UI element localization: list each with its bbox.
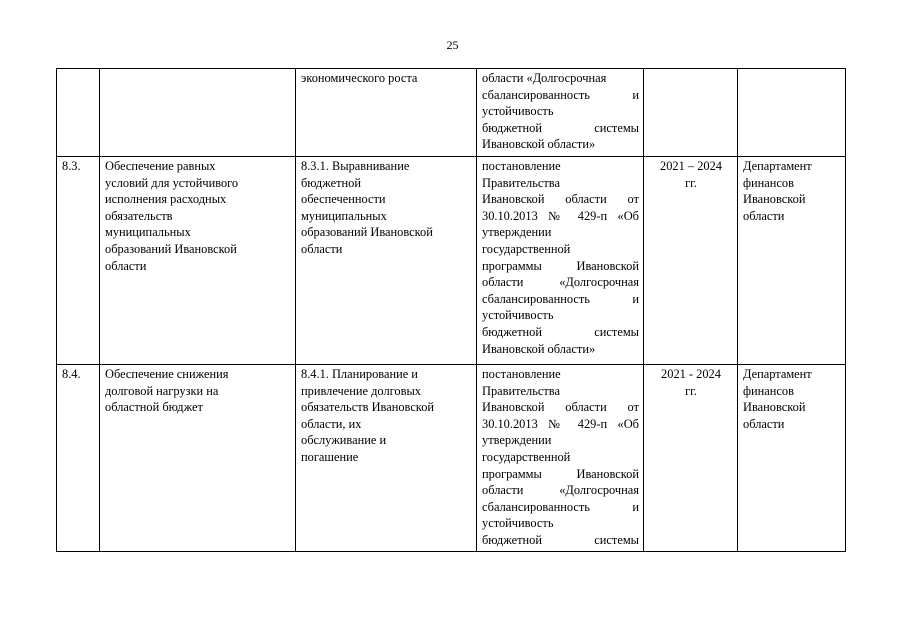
cell-line: Обеспечение снижения xyxy=(105,367,229,381)
cell-period xyxy=(644,69,738,157)
cell-line: Ивановской области от xyxy=(482,400,639,415)
cell-measure xyxy=(296,365,477,552)
cell-line: Ивановской xyxy=(743,192,806,207)
page-number: 25 xyxy=(446,38,459,52)
cell-line: 30.10.2013 № 429-п «Об xyxy=(482,208,639,223)
cell-line: долговой нагрузки на xyxy=(105,383,219,398)
cell-line: области «Долгосрочная xyxy=(482,71,607,85)
cell-line: обязательств xyxy=(105,208,173,223)
cell-line: области xyxy=(743,416,785,431)
cell-line: утверждении xyxy=(482,433,552,448)
cell-task xyxy=(100,157,296,365)
cell-measure xyxy=(296,69,477,157)
cell-line: гг. xyxy=(685,383,697,398)
cell-line: программы Ивановской xyxy=(482,466,639,481)
cell-line: области xyxy=(301,241,343,256)
cell-line: условий для устойчивого xyxy=(105,175,239,190)
cell-line: погашение xyxy=(301,449,359,464)
cell-line: постановление xyxy=(482,159,561,173)
table-row xyxy=(57,157,846,365)
cell-line: муниципальных xyxy=(301,208,387,223)
cell-line: Ивановской области» xyxy=(482,137,596,152)
cell-line: Правительства xyxy=(482,383,560,398)
cell-line: сбалансированность и xyxy=(482,87,639,102)
cell-line: программы Ивановской xyxy=(482,258,639,273)
cell-line: образований Ивановской xyxy=(301,225,433,240)
cell-line: Департамент xyxy=(743,367,812,381)
cell-line: устойчивость xyxy=(482,308,554,323)
cell-line: обязательств Ивановской xyxy=(301,400,435,415)
cell-line: бюджетной системы xyxy=(482,120,639,135)
cell-line: финансов xyxy=(743,175,794,190)
cell-line: сбалансированность и xyxy=(482,499,639,514)
cell-number: 8.3. xyxy=(57,157,100,365)
cell-executor xyxy=(738,69,846,157)
cell-line: 2021 – 2024 xyxy=(660,159,722,173)
cell-line: образований Ивановской xyxy=(105,241,237,256)
cell-line: бюджетной системы xyxy=(482,532,639,547)
cell-line: муниципальных xyxy=(105,225,191,240)
cell-period xyxy=(644,365,738,552)
cell-line: привлечение долговых xyxy=(301,383,421,398)
cell-line: 30.10.2013 № 429-п «Об xyxy=(482,416,639,431)
cell-line: устойчивость xyxy=(482,516,554,531)
cell-document xyxy=(477,157,644,365)
cell-document xyxy=(477,365,644,552)
cell-line: бюджетной системы xyxy=(482,324,639,339)
table-row xyxy=(57,365,846,552)
cell-line: бюджетной xyxy=(301,175,362,190)
table-row xyxy=(57,69,846,157)
cell-task xyxy=(100,365,296,552)
cell-line: 2021 - 2024 xyxy=(661,367,721,381)
cell-line: областной бюджет xyxy=(105,400,203,415)
cell-line: области xyxy=(105,258,147,273)
cell-line: государственной xyxy=(482,449,571,464)
cell-line: исполнения расходных xyxy=(105,192,227,207)
cell-line: 8.3.1. Выравнивание xyxy=(301,159,410,173)
cell-line: обеспеченности xyxy=(301,192,386,207)
cell-period xyxy=(644,157,738,365)
cell-line: области, их xyxy=(301,416,362,431)
cell-line: Правительства xyxy=(482,175,560,190)
cell-measure xyxy=(296,157,477,365)
cell-line: области «Долгосрочная xyxy=(482,483,639,498)
cell-line: Департамент xyxy=(743,159,812,173)
cell-line: Обеспечение равных xyxy=(105,159,216,173)
cell-line: устойчивость xyxy=(482,104,554,119)
cell-line: сбалансированность и xyxy=(482,291,639,306)
cell-executor xyxy=(738,157,846,365)
cell-line: государственной xyxy=(482,241,571,256)
cell-line: области xyxy=(743,208,785,223)
cell-line: области «Долгосрочная xyxy=(482,275,639,290)
cell-line: Ивановской области от xyxy=(482,192,639,207)
cell-line: финансов xyxy=(743,383,794,398)
cell-line: утверждении xyxy=(482,225,552,240)
cell-line: Ивановской xyxy=(743,400,806,415)
cell-document xyxy=(477,69,644,157)
measures-table xyxy=(56,68,846,552)
cell-line: 8.4.1. Планирование и xyxy=(301,367,418,381)
cell-line: экономического роста xyxy=(301,71,418,85)
cell-line: Ивановской области» xyxy=(482,341,596,356)
cell-line: постановление xyxy=(482,367,561,381)
cell-line: обслуживание и xyxy=(301,433,387,448)
cell-number: 8.4. xyxy=(57,365,100,552)
cell-task xyxy=(100,69,296,157)
cell-line: гг. xyxy=(685,175,697,190)
cell-executor xyxy=(738,365,846,552)
cell-number xyxy=(57,69,100,157)
